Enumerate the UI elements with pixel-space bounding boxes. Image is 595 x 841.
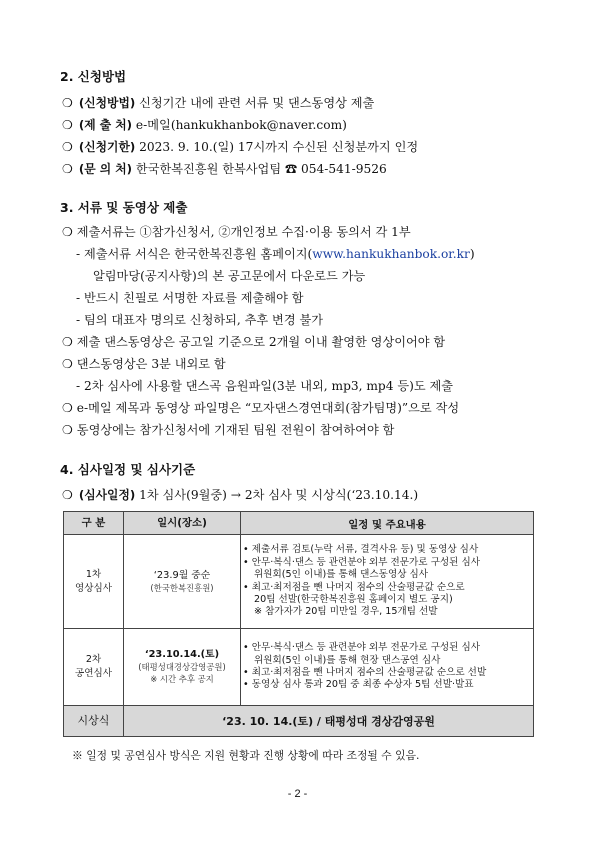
item-deadline [62, 139, 418, 155]
table-row-award [64, 706, 534, 737]
circle-bullet-icon: ❍ [62, 118, 73, 132]
email-title-rule: ❍ e-메일 제목과 동영상 파일명은 “모자댄스경연대회(참가팀명)”으로 작성 [62, 401, 460, 415]
item-text: 한국한복진흥원 한복사업팀 ☎ 054-541-9526 [132, 162, 387, 176]
section-2-title: 2. 신청방법 [60, 69, 127, 84]
list-item: • 최고·최저점을 뺀 나머지 점수의 산술평균값 순으로 선발 [243, 667, 487, 678]
table-row [64, 629, 534, 706]
item-contact [62, 161, 387, 177]
circle-bullet-icon: ❍ [62, 140, 73, 154]
section-3-title: 3. 서류 및 동영상 제출 [60, 200, 188, 215]
row-category [64, 629, 124, 706]
video-length-rule: ❍ 댄스동영상은 3분 내외로 함 [62, 357, 226, 371]
item-submit-to [62, 117, 347, 133]
homepage-link[interactable]: www.hankukhanbok.or.kr [312, 247, 470, 261]
page-number: - 2 - [287, 788, 308, 800]
category-type: 공연심사 [74, 668, 113, 679]
list-item: 위원회(5인 이내)를 통해 댄스동영상 심사 [254, 569, 429, 581]
row-category [64, 535, 124, 629]
list-item: ※ 참가자가 20팀 미만일 경우, 15개팀 선발 [254, 606, 438, 618]
row-content [241, 535, 534, 629]
award-label: 시상식 [64, 706, 124, 737]
footnote: ※ 일정 및 공연심사 방식은 지원 현황과 진행 상황에 따라 조정될 수 있음. [72, 749, 420, 762]
team-members-rule: ❍ 동영상에는 참가신청서에 기재된 팀원 전원이 참여하여야 함 [62, 423, 395, 437]
item-text: e-메일(hankukhanbok@naver.com) [132, 118, 347, 132]
schedule-table [63, 511, 534, 737]
list-item: • 동영상 심사 통과 20팀 중 최종 수상자 5팀 선발·발표 [243, 679, 474, 691]
circle-bullet-icon: ❍ [62, 96, 73, 110]
row-datetime [124, 629, 241, 706]
representative-note: - 팀의 대표자 명의로 신청하되, 추후 변경 불가 [76, 313, 324, 327]
docs-form-text-end: ) [469, 247, 475, 261]
item-label: (제 출 처) [78, 118, 133, 132]
category-round: 1차 [85, 568, 102, 580]
row-date: ‘23.10.14.(토) [144, 649, 220, 660]
list-item: • 제출서류 검토(누락 서류, 결격사유 등) 및 동영상 심사 [243, 544, 479, 556]
row-place: (태평성대경상감영공원) [138, 662, 226, 672]
header-datetime: 일시(장소) [124, 512, 241, 535]
docs-download-note: 알림마당(공지사항)의 본 공고문에서 다운로드 가능 [93, 269, 366, 283]
list-item: • 안무·복식·댄스 등 관련분야 외부 전문가로 구성된 심사 [243, 642, 480, 654]
category-type: 영상심사 [74, 582, 113, 594]
row-date: ‘23.9월 중순 [153, 569, 211, 581]
schedule-summary [62, 487, 418, 503]
item-label: (심사일정) [78, 488, 136, 502]
row-content [241, 629, 534, 706]
item-apply-method [62, 95, 374, 111]
header-content: 일정 및 주요내용 [241, 512, 534, 535]
item-text: 신청기간 내에 관련 서류 및 댄스동영상 제출 [135, 96, 375, 110]
list-item: 위원회(5인 이내)를 통해 현장 댄스공연 심사 [254, 654, 441, 666]
video-date-rule: ❍ 제출 댄스동영상은 공고일 기준으로 2개월 이내 촬영한 영상이어야 함 [62, 335, 446, 349]
circle-bullet-icon: ❍ [62, 162, 73, 176]
row-datetime [124, 535, 241, 629]
header-category: 구 분 [64, 512, 124, 535]
table-row [64, 535, 534, 629]
music-file-rule: - 2차 심사에 사용할 댄스곡 음원파일(3분 내외, mp3, mp4 등)도 제출 [76, 379, 454, 393]
item-label: (문 의 처) [78, 162, 133, 176]
award-detail: ‘23. 10. 14.(토) / 태평성대 경상감영공원 [124, 706, 534, 737]
list-item: • 안무·복식·댄스 등 관련분야 외부 전문가로 구성된 심사 [243, 556, 480, 568]
item-text: 2023. 9. 10.(일) 17시까지 수신된 신청분까지 인정 [135, 140, 419, 154]
category-round: 2차 [85, 654, 102, 665]
row-note: ※ 시간 추후 공지 [150, 674, 214, 684]
section-4-title: 4. 심사일정 및 심사기준 [60, 462, 196, 477]
docs-form-text: - 제출서류 서식은 한국한복진흥원 홈페이지( [76, 247, 313, 261]
item-label: (신청기한) [78, 140, 136, 154]
item-label: (신청방법) [78, 96, 136, 110]
list-item: • 최고·최저점을 뺀 나머지 점수의 산술평균값 순으로 [243, 581, 465, 593]
list-item: 20팀 선발(한국한복진흥원 홈페이지 별도 공지) [254, 593, 453, 605]
row-place: (한국한복진흥원) [150, 582, 214, 593]
docs-required: ❍ 제출서류는 ①참가신청서, ②개인정보 수집·이용 동의서 각 1부 [62, 225, 411, 239]
docs-form-note [76, 246, 475, 262]
table-header-row [64, 512, 534, 535]
item-text: 1차 심사(9월중) → 2차 심사 및 시상식(‘23.10.14.) [135, 488, 419, 502]
signature-note: - 반드시 친필로 서명한 자료를 제출해야 함 [76, 291, 304, 305]
circle-bullet-icon: ❍ [62, 488, 73, 502]
